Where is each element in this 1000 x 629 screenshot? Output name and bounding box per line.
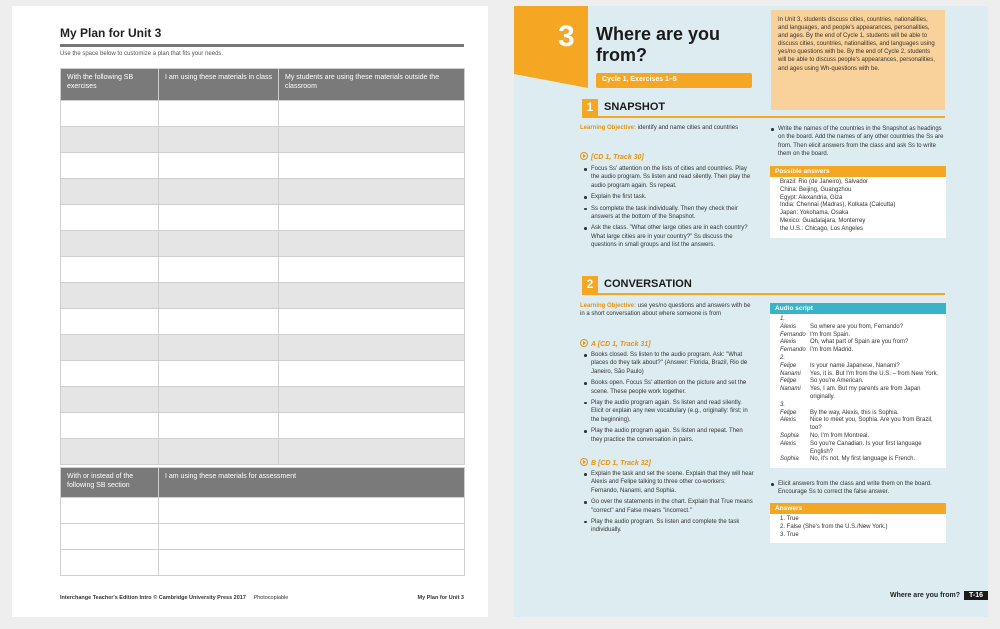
table-header: My students are using these materials outside the classroom <box>279 69 465 101</box>
line-text: I'm from Madrid. <box>810 347 854 354</box>
title-rule <box>60 44 464 47</box>
table-row <box>61 257 465 283</box>
answer-line: the U.S.: Chicago, Los Angeles <box>780 225 864 232</box>
unit-title: Where are you from? <box>596 24 721 65</box>
table-row <box>61 231 465 257</box>
table-cell[interactable] <box>279 231 465 257</box>
answer-line: China: Beijing, Guangzhou <box>780 186 852 193</box>
table-cell[interactable] <box>61 257 159 283</box>
line-text <box>810 355 941 363</box>
learning-objective <box>580 124 756 132</box>
table-cell[interactable] <box>159 413 279 439</box>
table-header: I am using these materials for assessment <box>159 468 465 498</box>
line-text: I'm from Spain. <box>810 331 851 338</box>
list-item: Explain the task and set the scene. Explain that they will hear Alexis and Felipe talking to three other co-workers: Fernando, Nanami, and Sophia. <box>582 470 754 495</box>
table-row <box>61 498 465 524</box>
table-cell[interactable] <box>61 550 159 576</box>
table-cell[interactable] <box>159 283 279 309</box>
track-label: [CD 1, Track 30] <box>591 154 644 161</box>
list-item: Focus Ss' attention on the lists of cities and countries. Play the audio program. Ss listen and read silently. Then play the audio program again. Ss repeat. <box>582 165 754 190</box>
script-line <box>780 417 941 433</box>
audio-track-b[interactable] <box>580 458 651 467</box>
line-text: No, I'm from Montreal. <box>810 432 870 439</box>
script-line <box>780 316 941 324</box>
script-line <box>780 332 941 340</box>
script-line <box>780 456 941 464</box>
script-line <box>780 378 941 386</box>
footer-unit-title: Where are you from? <box>889 592 960 599</box>
table-cell[interactable] <box>61 231 159 257</box>
speaker: Alexis <box>780 440 797 447</box>
speaker: Felipe <box>780 362 797 369</box>
table-cell[interactable] <box>159 127 279 153</box>
objective-label: Learning Objective: <box>580 303 637 309</box>
speaker: Alexis <box>780 417 797 424</box>
table-cell[interactable] <box>61 127 159 153</box>
table-cell[interactable] <box>279 205 465 231</box>
box-title: Possible answers <box>770 166 946 177</box>
footer-photocopiable: Photocopiable <box>253 595 289 601</box>
answer-line: 1. True <box>780 516 799 522</box>
table-cell[interactable] <box>279 283 465 309</box>
list-item: Books closed. Ss listen to the audio program. Ask: "What places do they talk about?" (Answer: Florida, Brazil, Rio de Janeiro, São Paulo) <box>582 351 754 376</box>
table-cell[interactable] <box>61 387 159 413</box>
line-text: No, it's not. My first language is French. <box>810 456 916 463</box>
script-line <box>780 347 941 355</box>
track-label: A [CD 1, Track 31] <box>591 341 651 348</box>
answer-line: Egypt: Alexandria, Giza <box>780 194 843 201</box>
list-item: Ss complete the task individually. Then they check their answers at the bottom of the Snapshot. <box>582 205 754 222</box>
line-text <box>810 402 941 410</box>
table-cell[interactable] <box>279 335 465 361</box>
audio-script-box <box>770 303 946 468</box>
list-item: Go over the statements in the chart. Explain that True means "correct" and False means "incorrect." <box>582 498 754 515</box>
list-item: Play the audio program. Ss listen and complete the task individually. <box>582 518 754 535</box>
snapshot-side-note <box>769 125 945 159</box>
script-line <box>780 371 941 379</box>
table-cell[interactable] <box>159 309 279 335</box>
table-cell[interactable] <box>61 524 159 550</box>
section-title: CONVERSATION <box>604 278 692 290</box>
conversation-a-steps <box>582 351 754 447</box>
footer-copyright: Interchange Teacher's Edition Intro © Cambridge University Press 2017 <box>60 595 246 601</box>
conversation-side-note <box>769 480 945 497</box>
script-line <box>780 324 941 332</box>
table-row <box>61 413 465 439</box>
conversation-b-steps <box>582 470 754 538</box>
line-text: By the way, Alexis, this is Sophia. <box>810 409 899 416</box>
list-item: Explain the first task. <box>582 193 754 201</box>
table-cell[interactable] <box>61 101 159 127</box>
box-body <box>770 314 946 468</box>
table-cell[interactable] <box>159 335 279 361</box>
box-title: Audio script <box>770 303 946 314</box>
table-row <box>61 387 465 413</box>
unit-number: 3 <box>558 20 575 53</box>
learning-objective <box>580 302 756 319</box>
objective-text: use yes/no questions and answers with be in a short conversation about where someone is from <box>580 303 751 318</box>
line-text: So where are you from, Fernando? <box>810 323 904 330</box>
box-title: Answers <box>770 503 946 514</box>
answer-line: Brazil: Rio (de Janeiro), Salvador <box>780 179 869 185</box>
table-cell[interactable] <box>61 283 159 309</box>
table-row <box>61 550 465 576</box>
speaker: Fernando <box>780 331 806 338</box>
table-row <box>61 283 465 309</box>
table-row <box>61 524 465 550</box>
line-text: Nice to meet you, Sophia. Are you from Brazil, too? <box>810 417 933 432</box>
table-row <box>61 127 465 153</box>
section-title: SNAPSHOT <box>604 101 666 113</box>
left-page <box>12 6 488 617</box>
script-line <box>780 363 941 371</box>
box-body <box>770 514 946 543</box>
possible-answers-box <box>770 166 946 238</box>
intro-box: In Unit 3, students discuss cities, countries, nationalities, and languages, and people's appearances, personalities, and ages. By the end of Cycle 1, students will be able to discuss cities, countries, nationalities, and languages using yes/no questions with be. By the end of Cycle 2, students will be able to discuss people's appearances, personalities, and ages using Wh-questions with be. <box>771 10 945 110</box>
table-row <box>61 335 465 361</box>
table-row <box>61 439 465 465</box>
speaker: Nanami <box>780 386 801 393</box>
list-item: Play the audio program again. Ss listen and repeat. Then they practice the conversation in pairs. <box>582 427 754 444</box>
list-item: Play the audio program again. Ss listen and read silently. Elicit or explain any new vocabulary (e.g., originally: first; in the beginning). <box>582 399 754 424</box>
line-text: Yes, it is. But I'm from the U.S. – from New York. <box>810 370 939 377</box>
speaker: Sophia <box>780 456 799 463</box>
answer-line: Japan: Yokohama, Osaka <box>780 210 849 217</box>
page-footer <box>890 591 988 600</box>
table-row <box>61 361 465 387</box>
answer-line: 3. True <box>780 531 799 538</box>
section-number: 2 <box>582 276 598 293</box>
speaker: Alexis <box>780 323 797 330</box>
table-row <box>61 153 465 179</box>
speaker: 2. <box>780 354 786 361</box>
section-rule <box>582 116 945 118</box>
table-cell[interactable] <box>61 153 159 179</box>
table-cell[interactable] <box>279 387 465 413</box>
table-cell[interactable] <box>159 550 465 576</box>
table-cell[interactable] <box>279 413 465 439</box>
script-line <box>780 339 941 347</box>
table-cell[interactable] <box>159 361 279 387</box>
table-cell[interactable] <box>61 309 159 335</box>
table-cell[interactable] <box>159 524 465 550</box>
list-item: Write the names of the countries in the Snapshot as headings on the board. Add the names of any other countries the Ss are from. Then elicit answers from the class and ask Ss to write them on the board. <box>769 125 945 159</box>
table-cell[interactable] <box>279 309 465 335</box>
table-cell[interactable] <box>279 127 465 153</box>
script-line <box>780 402 941 410</box>
play-icon <box>580 458 588 466</box>
answer-line: Mexico: Guadalajara, Monterrey <box>780 217 866 224</box>
right-page <box>514 6 988 617</box>
section-number: 1 <box>582 99 598 116</box>
answer-line: India: Chennai (Madras), Kolkata (Calcutta) <box>780 202 896 209</box>
table-cell[interactable] <box>159 205 279 231</box>
table-cell[interactable] <box>159 498 465 524</box>
line-text <box>810 316 941 324</box>
table-cell[interactable] <box>159 231 279 257</box>
speaker: Sophia <box>780 432 799 439</box>
table-cell[interactable] <box>61 498 159 524</box>
unit-badge <box>514 6 588 74</box>
line-text: Oh, what part of Spain are you from? <box>810 339 909 346</box>
cycle-label: Cycle 1, Exercises 1–5 <box>596 73 752 88</box>
table-cell[interactable] <box>61 205 159 231</box>
track-label: B [CD 1, Track 32] <box>591 460 651 467</box>
script-line <box>780 386 941 402</box>
script-line <box>780 410 941 418</box>
table-cell[interactable] <box>279 361 465 387</box>
table-cell[interactable] <box>159 387 279 413</box>
table-cell[interactable] <box>61 335 159 361</box>
line-text: Is your name Japanese, Nanami? <box>810 362 900 369</box>
speaker: Nanami <box>780 370 801 377</box>
table-cell[interactable] <box>159 153 279 179</box>
table-header: With or instead of the following SB section <box>61 468 159 498</box>
play-icon <box>580 339 588 347</box>
box-body <box>770 177 946 238</box>
table-cell[interactable] <box>61 179 159 205</box>
objective-label: Learning Objective: <box>580 125 637 131</box>
objective-text: identify and name cities and countries <box>637 125 739 131</box>
table-cell[interactable] <box>279 153 465 179</box>
table-header: With the following SB exercises <box>61 69 159 101</box>
table-row <box>61 101 465 127</box>
table-cell[interactable] <box>279 257 465 283</box>
assessment-table <box>60 467 465 576</box>
table-cell[interactable] <box>159 257 279 283</box>
table-cell[interactable] <box>279 179 465 205</box>
line-text: So you're Canadian. Is your first language English? <box>810 440 922 455</box>
table-row <box>61 179 465 205</box>
page-footer <box>60 595 464 601</box>
line-text: So you're American. <box>810 378 864 385</box>
footer-page-title: My Plan for Unit 3 <box>417 595 464 601</box>
page-title: My Plan for Unit 3 <box>60 26 162 40</box>
speaker: Felipe <box>780 378 797 385</box>
play-icon <box>580 152 588 160</box>
script-line <box>780 355 941 363</box>
speaker: Felipe <box>780 409 797 416</box>
plan-table <box>60 68 465 465</box>
speaker: Alexis <box>780 339 797 346</box>
script-line <box>780 441 941 457</box>
section-rule <box>582 293 945 295</box>
table-cell[interactable] <box>61 361 159 387</box>
speaker: Fernando <box>780 347 806 354</box>
list-item: Elicit answers from the class and write them on the board. Encourage Ss to correct the false answer. <box>769 480 945 497</box>
table-row <box>61 309 465 335</box>
table-cell[interactable] <box>61 439 159 465</box>
table-cell[interactable] <box>61 413 159 439</box>
script-line <box>780 433 941 441</box>
page-subtitle: Use the space below to customize a plan that fits your needs. <box>60 51 224 57</box>
table-header: I am using these materials in class <box>159 69 279 101</box>
speaker: 1. <box>780 316 786 322</box>
audio-track[interactable] <box>580 152 644 161</box>
answers-box <box>770 503 946 543</box>
table-row <box>61 205 465 231</box>
list-item: Books open. Focus Ss' attention on the picture and set the scene. These people work together. <box>582 379 754 396</box>
page-number: T-16 <box>964 591 988 600</box>
table-cell[interactable] <box>279 101 465 127</box>
table-cell[interactable] <box>159 101 279 127</box>
audio-track-a[interactable] <box>580 339 651 348</box>
answer-line: 2. False (She's from the U.S./New York.) <box>780 523 888 530</box>
list-item: Ask the class. "What other large cities are in each country? What large cities are in your country?" Ss discuss the questions in small groups and list the answers. <box>582 224 754 249</box>
snapshot-steps <box>582 165 754 253</box>
speaker: 3. <box>780 401 786 408</box>
table-cell[interactable] <box>279 439 465 465</box>
table-cell[interactable] <box>159 439 279 465</box>
line-text: Yes, I am. But my parents are from Japan originally. <box>810 386 921 400</box>
table-cell[interactable] <box>159 179 279 205</box>
